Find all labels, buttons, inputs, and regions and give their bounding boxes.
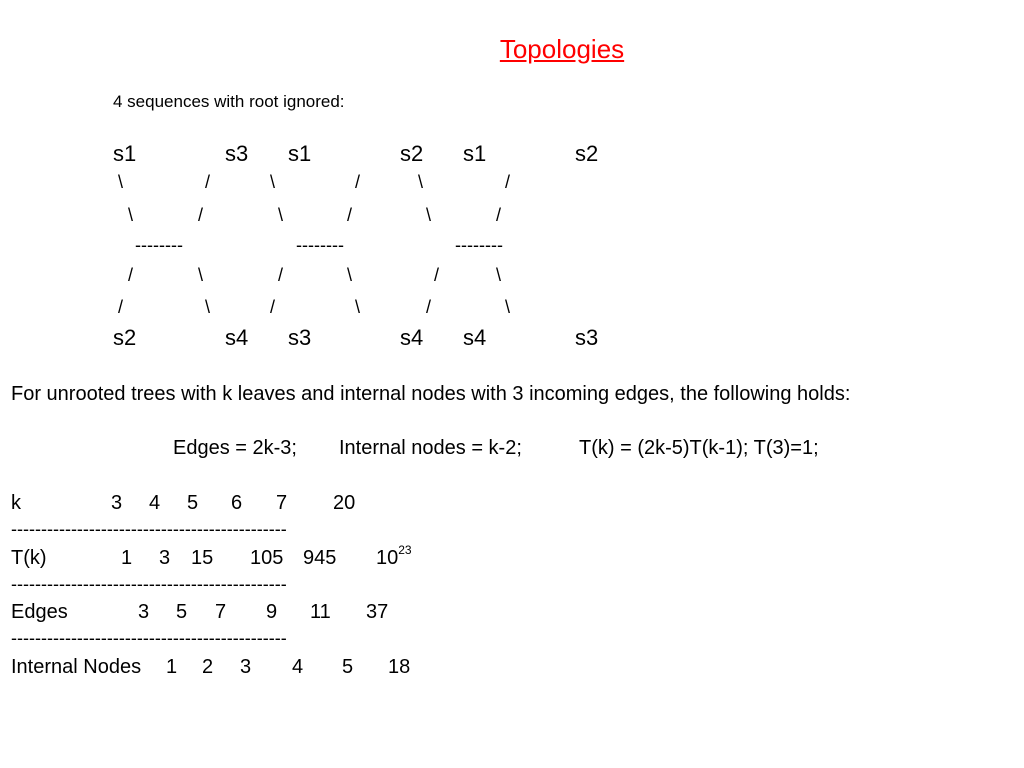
table-cell: 5 [187,492,199,514]
edge-glyph: / [198,205,204,225]
table-cell: 5 [176,601,188,623]
edge-glyph: \ [128,205,134,225]
edge-glyph: \ [496,265,502,285]
table-cell: 3 [111,492,123,514]
edge-glyph: \ [118,172,124,192]
table-cell: 4 [292,656,304,678]
table-cell: 3 [138,601,150,623]
table-cell: 945 [303,547,337,569]
leaf-label: s2 [575,141,599,166]
leaf-label: s3 [288,325,312,350]
edge-glyph: \ [426,205,432,225]
edge-glyph: \ [205,297,211,317]
leaf-label: s2 [113,325,137,350]
edge-glyph: / [128,265,134,285]
edge-glyph: / [347,205,353,225]
subtitle: 4 sequences with root ignored: [113,92,345,111]
table-cell: 9 [266,601,278,623]
leaf-label: s2 [400,141,424,166]
formula-internal-nodes: Internal nodes = k-2; [339,437,522,459]
table-cell: 3 [159,547,171,569]
table-cell: 37 [366,601,389,623]
table-cell: 4 [149,492,161,514]
edge-glyph: \ [355,297,361,317]
power-base: 10 [376,547,399,569]
table-separator: ---------------------------------------------- [11,519,287,539]
page-title: Topologies [499,34,625,64]
leaf-label: s1 [113,141,137,166]
table-cell: 1 [121,547,133,569]
leaf-label: s4 [463,325,487,350]
table-cell: 5 [342,656,354,678]
leaf-label: s1 [463,141,487,166]
table-cell: 105 [250,547,284,569]
edge-glyph: / [270,297,276,317]
leaf-label: s3 [575,325,599,350]
table-cell: 18 [388,656,411,678]
internal-edge: -------- [296,235,344,255]
edge-glyph: \ [278,205,284,225]
table-cell: 15 [191,547,214,569]
leaf-label: s3 [225,141,249,166]
row-label: k [11,492,21,514]
formula-edges: Edges = 2k-3; [173,437,297,459]
formula-recurrence: T(k) = (2k-5)T(k-1); T(3)=1; [579,437,819,459]
table-separator: ---------------------------------------------- [11,574,287,594]
edge-glyph: / [505,172,511,192]
table-cell: 6 [231,492,243,514]
leaf-label: s1 [288,141,312,166]
table-cell: 11 [310,601,331,623]
leaf-label: s4 [400,325,424,350]
edge-glyph: \ [505,297,511,317]
edge-glyph: / [118,297,124,317]
internal-edge: -------- [455,235,503,255]
edge-glyph: / [278,265,284,285]
edge-glyph: \ [270,172,276,192]
table-cell: 7 [215,601,227,623]
table-cell: 3 [240,656,252,678]
edge-glyph: / [434,265,440,285]
edge-glyph: / [355,172,361,192]
row-label: Edges [11,601,68,623]
table-cell: 7 [276,492,288,514]
power-exponent: 23 [398,543,412,557]
edge-glyph: \ [347,265,353,285]
table-separator: ---------------------------------------------- [11,628,287,648]
table-cell: 2 [202,656,214,678]
row-label: T(k) [11,547,47,569]
edge-glyph: \ [418,172,424,192]
edge-glyph: \ [198,265,204,285]
internal-edge: -------- [135,235,183,255]
edge-glyph: / [205,172,211,192]
table-cell [376,543,412,569]
table-cell: 20 [333,492,356,514]
edge-glyph: / [496,205,502,225]
statement-text: For unrooted trees with k leaves and internal nodes with 3 incoming edges, the following holds: [11,383,851,405]
edge-glyph: / [426,297,432,317]
table-cell: 1 [166,656,178,678]
leaf-label: s4 [225,325,249,350]
row-label: Internal Nodes [11,656,142,678]
